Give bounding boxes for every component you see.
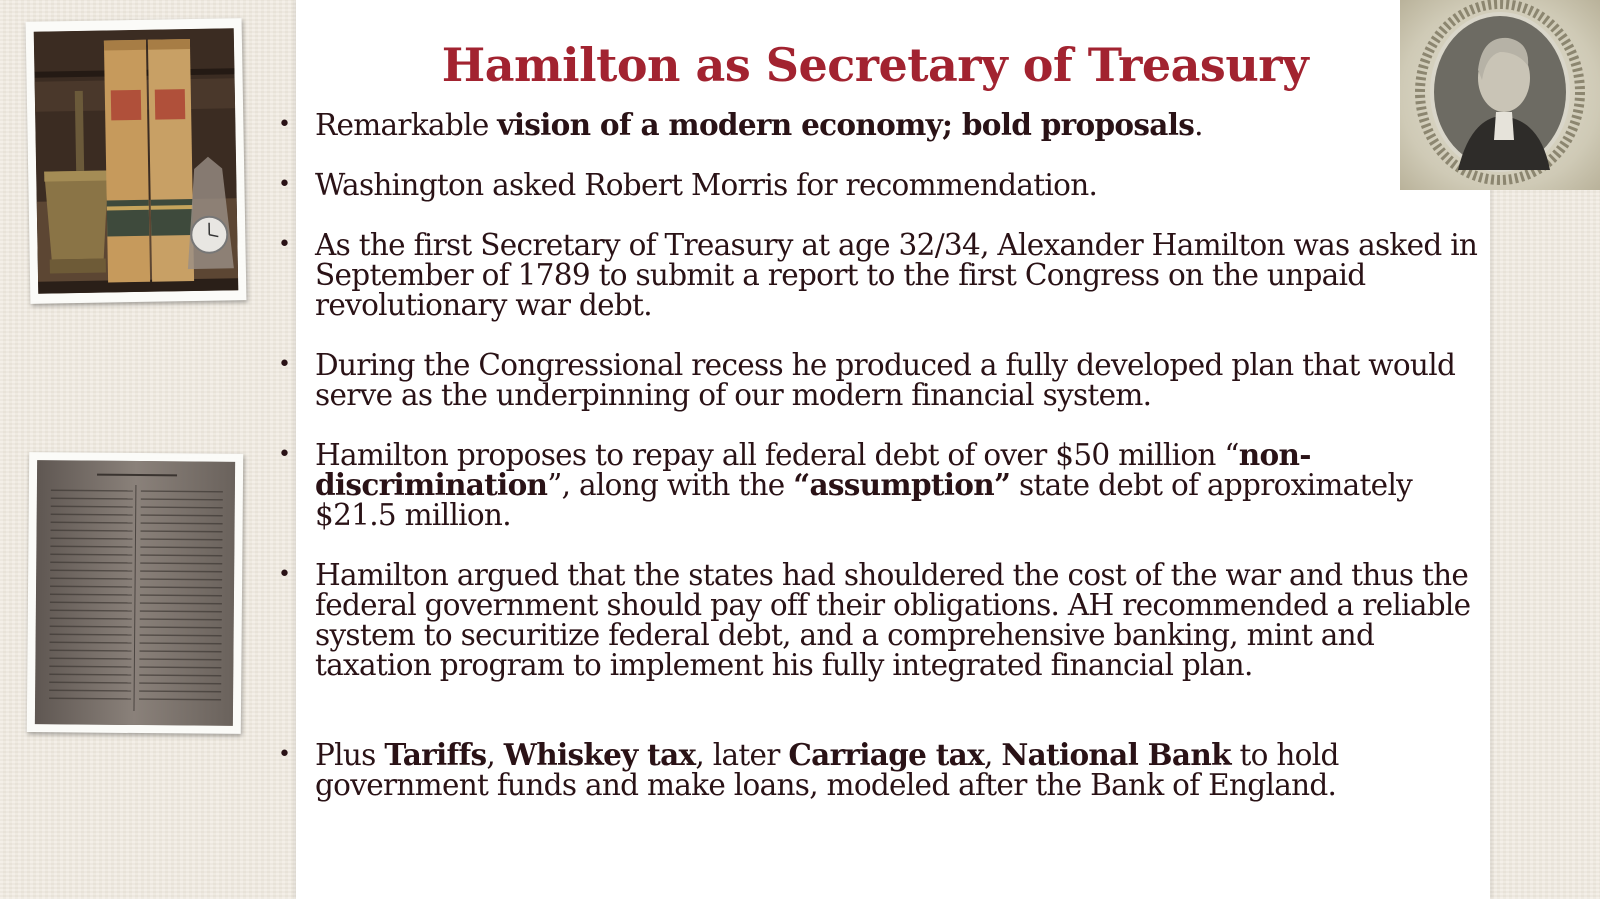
bullet-item [278,560,1478,680]
books-illustration [34,28,239,293]
bullet-marker: • [278,232,291,257]
bullet-text-bold: non-discrimination [315,437,1311,502]
bullet-text: to hold government funds and make loans, modeled after the Bank of England. [315,738,1339,802]
bullet-text: , later [695,738,789,772]
bullet-marker: • [278,112,291,137]
bullet-text: Remarkable [315,108,498,142]
bullet-text: , [983,738,1002,772]
bullet-marker: • [278,442,291,467]
bullet-text: During the Congressional recess he produced a fully developed plan that would serve as the underpinning of our modern financial system. [315,348,1456,412]
bullet-marker: • [278,562,291,587]
bullet-item [278,350,1478,410]
bullet-text-bold: Tariffs [384,737,487,772]
bullet-text: Hamilton argued that the states had shouldered the cost of the war and thus the federal government should pay off their obligations. AH recommended a reliable system to securitize federal debt, and a comprehensive banking, mint and taxation program to implement his fully integrated financial plan. [315,558,1471,682]
bullet-text: state debt of approximately $21.5 million. [315,468,1413,532]
bullet-text-bold: Whiskey tax [503,737,696,772]
bullet-text-bold: vision of a modern economy; bold proposals [497,107,1195,142]
bullet-text-bold: “assumption” [793,467,1011,502]
portrait-engraving [1400,0,1600,190]
antique-books-photo [26,18,247,304]
bullet-text: , [486,738,504,772]
bullet-text: ”, along with the [547,468,794,502]
bullet-item [278,737,1478,802]
old-book-page-photo [27,452,243,734]
slide-title: Hamilton as Secretary of Treasury [441,38,1309,92]
bullet-marker: • [278,352,291,377]
bullet-item [278,230,1478,320]
bullet-marker: • [278,742,291,767]
book-page-illustration [35,460,235,726]
hamilton-portrait [1400,0,1600,190]
bullet-text-bold: National Bank [1001,737,1231,772]
bullet-item [278,170,1478,200]
bullet-text: Washington asked Robert Morris for recommendation. [315,168,1098,202]
bullet-text-bold: Carriage tax [788,737,984,772]
bullet-text: . [1194,108,1203,142]
bullet-text: Hamilton proposes to repay all federal debt of over $50 million “ [315,438,1239,472]
bullet-text: As the first Secretary of Treasury at age 32/34, Alexander Hamilton was asked in September of 1789 to submit a report to the first Congress on the unpaid revolutionary war debt. [315,228,1478,322]
bullet-marker: • [278,172,291,197]
bullet-text: Plus [315,738,385,772]
bullet-item [278,437,1478,532]
bullet-item [278,107,1478,142]
